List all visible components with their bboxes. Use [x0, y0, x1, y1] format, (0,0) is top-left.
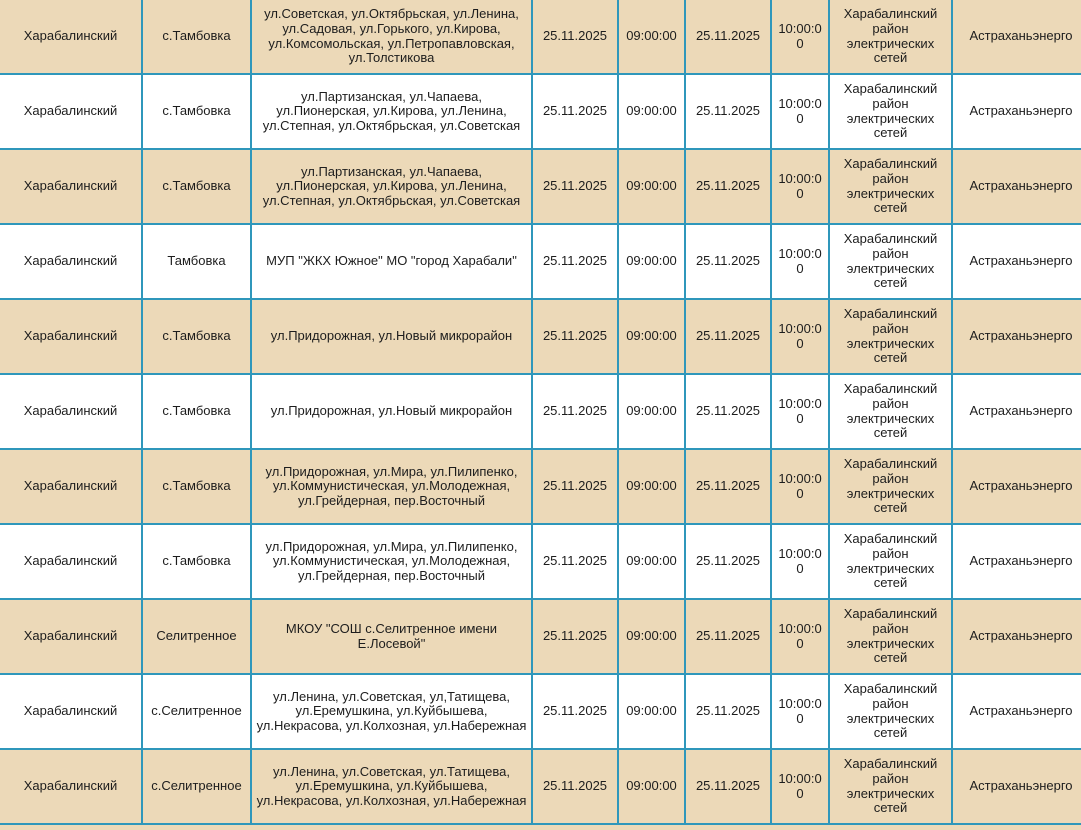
cell-district: Харабалинский — [0, 599, 142, 674]
cell-off-time: 09:00:00 — [618, 674, 685, 749]
cell-on-date: 25.11.2025 — [685, 674, 771, 749]
cell-settlement: с.Тамбовка — [142, 299, 251, 374]
cell-on-time: 10:00:00 — [771, 449, 829, 524]
cell-off-time: 09:00:00 — [618, 599, 685, 674]
cell-streets: ул.Придорожная, ул.Мира, ул.Пилипенко, ул.Коммунистическая, ул.Молодежная, ул.Грейдерная, пер.Восточный — [251, 449, 532, 524]
cell-streets: ул.Придорожная, ул.Мира, ул.Пилипенко, ул.Коммунистическая, ул.Молодежная, ул.Грейдерная, пер.Восточный — [251, 524, 532, 599]
cell-off-date: 25.11.2025 — [532, 74, 618, 149]
cell-on-time: 10:00:00 — [771, 524, 829, 599]
cell-on-time: 10:00:00 — [771, 0, 829, 74]
cell-streets: ул.Ленина, ул.Советская, ул,Татищева, ул.Еремушкина, ул.Куйбышева, ул.Некрасова, ул.Колхозная, ул.Набережная — [251, 674, 532, 749]
cell-off-time: 09:00:00 — [618, 449, 685, 524]
cell-off-date: 25.11.2025 — [532, 749, 618, 824]
cell-streets: ул.Партизанская, ул.Чапаева, ул.Пионерская, ул.Кирова, ул.Ленина, ул.Степная, ул.Октябрьская, ул.Советская — [251, 74, 532, 149]
table-row — [0, 749, 1081, 824]
cell-settlement: с.Селитренное — [142, 674, 251, 749]
cell-company: Астраханьэнерго — [952, 149, 1081, 224]
cell-off-date: 25.11.2025 — [532, 0, 618, 74]
cell-off-date: 25.11.2025 — [532, 224, 618, 299]
cell-settlement: с.Селитренное — [142, 749, 251, 824]
table-row — [0, 224, 1081, 299]
cell-on-time: 10:00:00 — [771, 149, 829, 224]
cell-district: Харабалинский — [0, 749, 142, 824]
cell-streets: МКОУ "СОШ с.Селитренное имени Е.Лосевой" — [251, 599, 532, 674]
cell-company: Астраханьэнерго — [952, 674, 1081, 749]
table-row — [0, 374, 1081, 449]
cell-district: Харабалинский — [0, 449, 142, 524]
cell-off-time: 09:00:00 — [618, 374, 685, 449]
table-row — [0, 74, 1081, 149]
cell-on-date: 25.11.2025 — [685, 749, 771, 824]
cell-settlement: с.Тамбовка — [142, 524, 251, 599]
cell-streets: ул.Советская, ул.Октябрьская, ул.Ленина, ул.Садовая, ул.Горького, ул.Кирова, ул.Комсомольская, ул.Петропавловская, ул.Толстикова — [251, 0, 532, 74]
cell-company: Астраханьэнерго — [952, 374, 1081, 449]
cell-company: Астраханьэнерго — [952, 599, 1081, 674]
cell-company: Астраханьэнерго — [952, 224, 1081, 299]
cell-off-date: 25.11.2025 — [532, 374, 618, 449]
table-row — [0, 449, 1081, 524]
cell-district: Харабалинский — [0, 74, 142, 149]
cell-district: Харабалинский — [0, 524, 142, 599]
cell-district: Харабалинский — [0, 149, 142, 224]
table-row — [0, 599, 1081, 674]
cell-district: Харабалинский — [0, 674, 142, 749]
cell-off-date: 25.11.2025 — [532, 524, 618, 599]
cell-on-date: 25.11.2025 — [685, 74, 771, 149]
cell-settlement: с.Тамбовка — [142, 149, 251, 224]
cell-streets: ул.Партизанская, ул.Чапаева, ул.Пионерская, ул.Кирова, ул.Ленина, ул.Степная, ул.Октябрьская, ул.Советская — [251, 149, 532, 224]
cell-district: Харабалинский — [0, 374, 142, 449]
cell-streets: МУП "ЖКХ Южное" МО "город Харабали" — [251, 224, 532, 299]
cell-off-time: 09:00:00 — [618, 224, 685, 299]
cell-on-time: 10:00:00 — [771, 299, 829, 374]
cell-off-time: 09:00:00 — [618, 299, 685, 374]
cell-company: Астраханьэнерго — [952, 0, 1081, 74]
cell-on-date: 25.11.2025 — [685, 299, 771, 374]
cell-on-date: 25.11.2025 — [685, 0, 771, 74]
cell-district: Харабалинский — [0, 0, 142, 74]
cell-organization: Харабалинский район электрических сетей — [829, 749, 952, 824]
cell-organization: Харабалинский район электрических сетей — [829, 674, 952, 749]
cell-company: Астраханьэнерго — [952, 524, 1081, 599]
cell-on-time: 10:00:00 — [771, 74, 829, 149]
table-row — [0, 0, 1081, 74]
cell-organization: Харабалинский район электрических сетей — [829, 0, 952, 74]
cell-off-time: 09:00:00 — [618, 149, 685, 224]
cell-off-date: 25.11.2025 — [532, 449, 618, 524]
cell-on-date: 25.11.2025 — [685, 524, 771, 599]
cell-streets: ул.Ленина, ул.Советская, ул.Татищева, ул.Еремушкина, ул.Куйбышева, ул.Некрасова, ул.Колхозная, ул.Набережная — [251, 749, 532, 824]
cell-off-date: 25.11.2025 — [532, 299, 618, 374]
cell-on-date: 25.11.2025 — [685, 149, 771, 224]
cell-off-date: 25.11.2025 — [532, 149, 618, 224]
cell-organization: Харабалинский район электрических сетей — [829, 599, 952, 674]
cell-on-time: 10:00:00 — [771, 374, 829, 449]
cell-settlement: с.Тамбовка — [142, 374, 251, 449]
cell-off-date: 25.11.2025 — [532, 599, 618, 674]
cell-streets: ул.Придорожная, ул.Новый микрорайон — [251, 374, 532, 449]
cell-company: Астраханьэнерго — [952, 449, 1081, 524]
table-row — [0, 524, 1081, 599]
cell-off-time: 09:00:00 — [618, 524, 685, 599]
cell-company: Астраханьэнерго — [952, 299, 1081, 374]
cell-on-time: 10:00:00 — [771, 599, 829, 674]
cell-organization: Харабалинский район электрических сетей — [829, 524, 952, 599]
cell-company: Астраханьэнерго — [952, 74, 1081, 149]
cell-on-time: 10:00:00 — [771, 674, 829, 749]
table-row — [0, 149, 1081, 224]
cell-settlement: с.Тамбовка — [142, 449, 251, 524]
cell-on-date: 25.11.2025 — [685, 374, 771, 449]
cell-on-time: 10:00:00 — [771, 749, 829, 824]
cell-off-time: 09:00:00 — [618, 0, 685, 74]
cell-company: Астраханьэнерго — [952, 749, 1081, 824]
cell-streets: ул.Придорожная, ул.Новый микрорайон — [251, 299, 532, 374]
cell-district: Харабалинский — [0, 299, 142, 374]
cell-off-time: 09:00:00 — [618, 74, 685, 149]
cell-on-date: 25.11.2025 — [685, 449, 771, 524]
cell-organization: Харабалинский район электрических сетей — [829, 299, 952, 374]
cell-off-date: 25.11.2025 — [532, 674, 618, 749]
cell-on-date: 25.11.2025 — [685, 224, 771, 299]
cell-organization: Харабалинский район электрических сетей — [829, 74, 952, 149]
cell-district: Харабалинский — [0, 224, 142, 299]
cell-on-date: 25.11.2025 — [685, 599, 771, 674]
cell-settlement: Тамбовка — [142, 224, 251, 299]
cell-off-time: 09:00:00 — [618, 749, 685, 824]
cell-settlement: Селитренное — [142, 599, 251, 674]
cell-organization: Харабалинский район электрических сетей — [829, 149, 952, 224]
cell-settlement: с.Тамбовка — [142, 0, 251, 74]
table-row — [0, 674, 1081, 749]
table-row — [0, 299, 1081, 374]
cell-on-time: 10:00:00 — [771, 224, 829, 299]
cell-organization: Харабалинский район электрических сетей — [829, 374, 952, 449]
cell-organization: Харабалинский район электрических сетей — [829, 224, 952, 299]
cell-settlement: с.Тамбовка — [142, 74, 251, 149]
cell-organization: Харабалинский район электрических сетей — [829, 449, 952, 524]
